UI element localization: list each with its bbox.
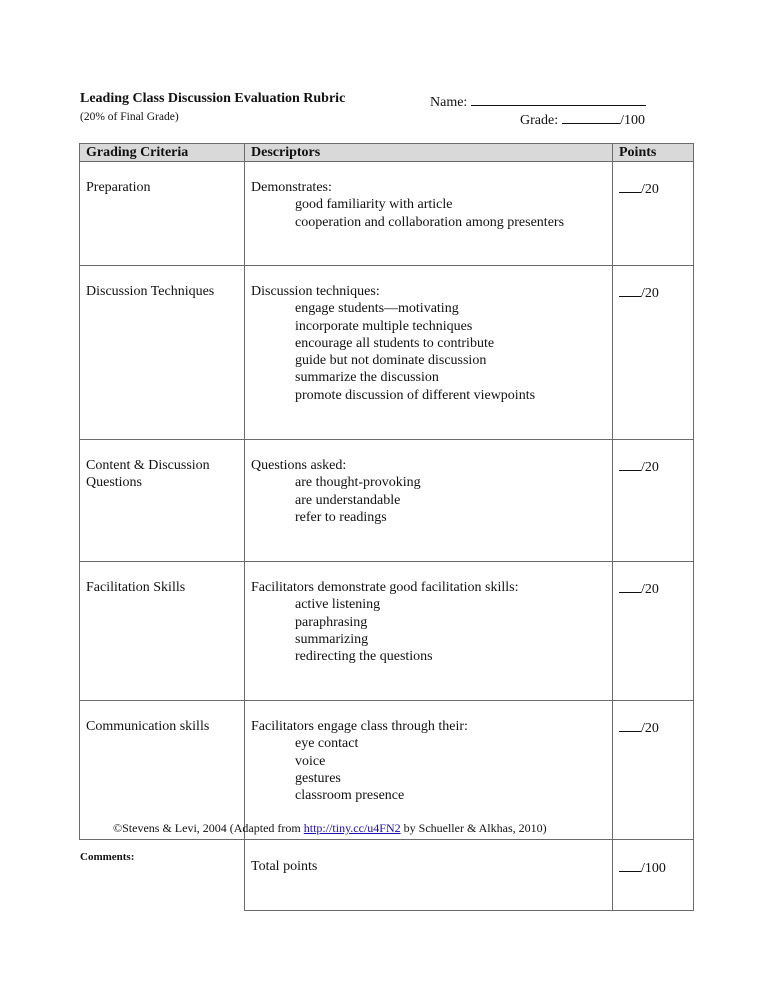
total-points-blank[interactable]: [619, 858, 641, 872]
criteria-cell: Preparation: [80, 162, 245, 266]
descriptor-item: summarizing: [295, 631, 369, 647]
descriptor-item: voice: [295, 753, 326, 769]
document-subtitle: (20% of Final Grade): [80, 111, 179, 123]
descriptor-item: good familiarity with article: [295, 197, 453, 213]
descriptors-cell: [245, 701, 613, 840]
document-title: Leading Class Discussion Evaluation Rubric: [80, 91, 346, 106]
points-blank[interactable]: [619, 283, 641, 297]
descriptors-cell: [245, 440, 613, 562]
points-cell: [613, 162, 694, 266]
points-max: /20: [641, 286, 659, 301]
citation-link[interactable]: http://tiny.cc/u4FN2: [303, 821, 401, 835]
descriptor-intro: Facilitators demonstrate good facilitation skills:: [251, 580, 519, 595]
criteria-cell: Discussion Techniques: [80, 266, 245, 440]
total-points-max: /100: [641, 861, 666, 876]
citation-text-before: ©Stevens & Levi, 2004 (Adapted from: [113, 821, 304, 835]
table-row: [80, 266, 694, 440]
table-row: [80, 162, 694, 266]
grade-field: [520, 109, 645, 129]
total-points-cell: [613, 840, 694, 911]
points-cell: [613, 266, 694, 440]
criteria-cell: Content & Discussion Questions: [80, 440, 245, 562]
descriptors-cell: [245, 162, 613, 266]
descriptor-item: eye contact: [295, 736, 359, 752]
points-blank[interactable]: [619, 718, 641, 732]
descriptor-intro: Questions asked:: [251, 458, 347, 473]
points-cell: [613, 440, 694, 562]
name-label: Name:: [430, 95, 468, 110]
points-blank[interactable]: [619, 579, 641, 593]
descriptor-item: are thought-provoking: [295, 475, 421, 491]
points-max: /20: [641, 182, 659, 197]
descriptor-item: classroom presence: [295, 788, 405, 804]
grade-blank-line[interactable]: [562, 109, 620, 124]
descriptor-intro: Facilitators engage class through their:: [251, 719, 468, 734]
name-field: [430, 91, 646, 111]
header-grading-criteria: Grading Criteria: [80, 144, 245, 162]
descriptor-item: incorporate multiple techniques: [295, 318, 473, 334]
total-label: Total points: [245, 840, 613, 911]
points-blank[interactable]: [619, 179, 641, 193]
descriptor-intro: Demonstrates:: [251, 180, 332, 195]
descriptors-cell: [245, 266, 613, 440]
name-blank-line[interactable]: [471, 91, 646, 106]
criteria-cell: Communication skills: [80, 701, 245, 840]
grade-total: /100: [620, 113, 645, 128]
descriptor-item: are understandable: [295, 492, 401, 508]
descriptor-item: summarize the discussion: [295, 370, 439, 386]
table-row: [80, 440, 694, 562]
descriptor-item: cooperation and collaboration among presenters: [295, 214, 565, 230]
header-points: Points: [613, 144, 694, 162]
table-row: [80, 701, 694, 840]
points-blank[interactable]: [619, 457, 641, 471]
grade-label: Grade:: [520, 113, 559, 128]
descriptor-item: paraphrasing: [295, 614, 368, 630]
table-row: [80, 562, 694, 701]
descriptor-item: promote discussion of different viewpoints: [295, 387, 536, 403]
points-max: /20: [641, 721, 659, 736]
descriptor-item: redirecting the questions: [295, 649, 433, 665]
criteria-cell: Facilitation Skills: [80, 562, 245, 701]
descriptor-item: guide but not dominate discussion: [295, 353, 487, 369]
descriptor-item: encourage all students to contribute: [295, 335, 495, 351]
citation: [113, 821, 547, 836]
points-max: /20: [641, 460, 659, 475]
descriptor-item: active listening: [295, 597, 381, 613]
points-max: /20: [641, 582, 659, 597]
total-row: [80, 840, 694, 911]
descriptor-item: refer to readings: [295, 509, 387, 525]
rubric-table: [79, 143, 694, 911]
descriptors-cell: [245, 562, 613, 701]
descriptor-item: gestures: [295, 770, 341, 786]
descriptor-intro: Discussion techniques:: [251, 284, 380, 299]
descriptor-item: engage students—motivating: [295, 301, 459, 317]
table-header-row: [80, 144, 694, 162]
points-cell: [613, 562, 694, 701]
comments-label: Comments:: [80, 851, 135, 863]
points-cell: [613, 701, 694, 840]
header-descriptors: Descriptors: [245, 144, 613, 162]
citation-text-after: by Schueller & Alkhas, 2010): [400, 821, 547, 835]
